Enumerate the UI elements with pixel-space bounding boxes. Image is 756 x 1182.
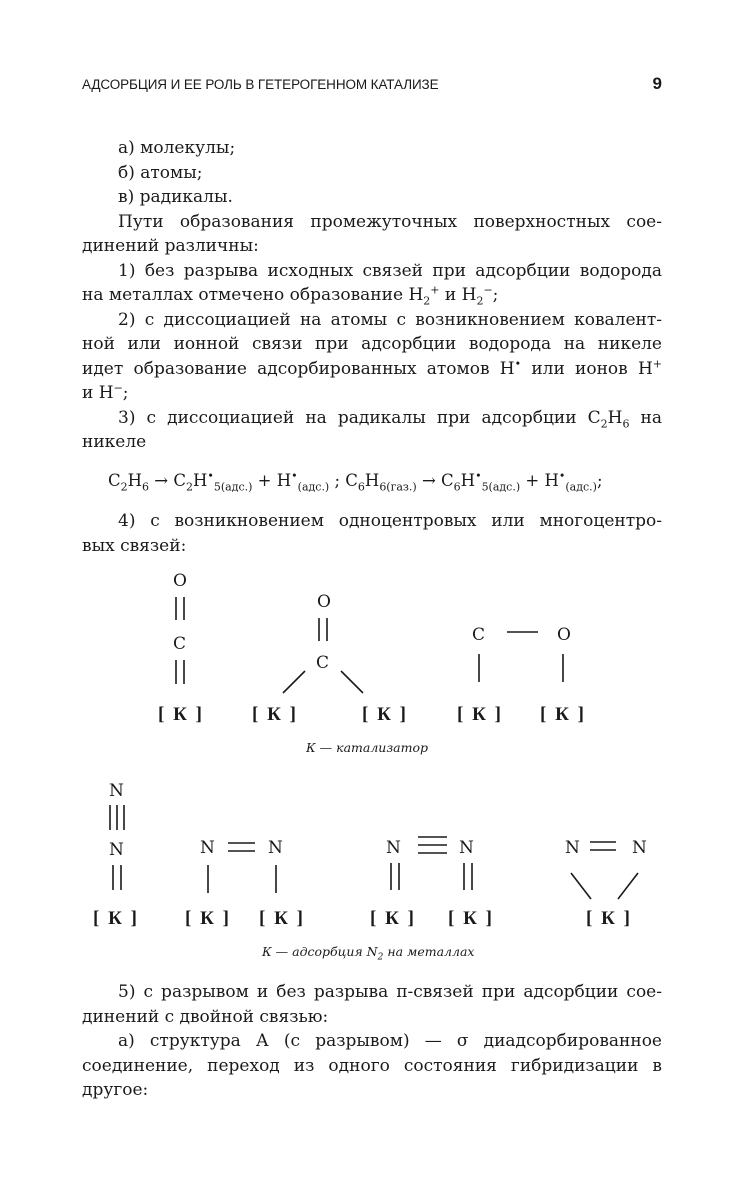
atom-N: N (565, 838, 580, 858)
item-a-line: соединение, переход из одного состояния гибридизации в (82, 1055, 662, 1076)
atom-N: N (459, 838, 474, 858)
item-a-line: другое: (82, 1080, 149, 1100)
paragraph-line: Пути образования промежуточных поверхностных сое- (118, 211, 662, 232)
formula-c2h6: $C_2H_6$ (587, 407, 630, 430)
atom-C: C (173, 634, 187, 654)
item2-line: и H−; (82, 381, 129, 403)
paragraph-line: динений различны: (82, 236, 259, 256)
formula-h2-minus: $H_2^-$ (461, 283, 493, 308)
catalyst-label: [ К ] (448, 908, 494, 929)
reaction-equation: $C_2H_6 \to C_2H^•_{5(адс.)} + H^•_{(адс.)}$ ; $C_6H_{6(газ.)} \to C_6H^•_{5(адс.)} + H^•_{(адс.)}$; (108, 469, 603, 494)
list-item-c: в) радикалы. (118, 187, 233, 207)
atom-N: N (268, 838, 283, 858)
catalyst-label: [ К ] (158, 704, 204, 725)
catalyst-label: [ К ] (457, 704, 503, 725)
running-title: АДСОРБЦИЯ И ЕЕ РОЛЬ В ГЕТЕРОГЕННОМ КАТАЛИЗЕ (82, 77, 439, 92)
atom-O: O (557, 625, 571, 645)
list-item-b: б) атомы; (118, 162, 203, 183)
item4-line: вых связей: (82, 535, 187, 556)
figure-caption-catalyst: К — катализатор (306, 740, 429, 755)
item2-line: 2) с диссоциацией на атомы с возникновением ковалент- (118, 309, 662, 330)
item3-line: 3) с диссоциацией на радикалы при адсорбции $C_2H_6$ на (118, 407, 662, 430)
formula-h2-plus: $H_2^+$ (408, 283, 440, 308)
formula-h-radical: H• (499, 356, 522, 379)
text-block-3 (82, 980, 662, 1103)
formula-h-plus: H+ (637, 356, 663, 379)
item2-line: ной или ионной связи при адсорбции водорода на никеле (82, 334, 662, 354)
catalyst-label: [ К ] (540, 704, 586, 725)
item5-line: 5) с разрывом и без разрыва π-связей при адсорбции сое- (118, 982, 662, 1002)
list-item-a: а) молекулы; (118, 138, 236, 158)
atom-N: N (632, 838, 647, 858)
catalyst-label: [ К ] (362, 704, 408, 725)
item4-line: 4) с возникновением одноцентровых или многоцентро- (118, 511, 662, 531)
item1-line: на металлах отмечено образование $H_2^+$ и $H_2^-$; (82, 283, 499, 308)
catalyst-label: [ К ] (259, 908, 305, 929)
atom-O: O (173, 571, 187, 591)
figure-caption-n2: К — адсорбция $N_2$ на металлах (262, 944, 475, 963)
item3-line: никеле (82, 432, 147, 452)
item-a-line: а) структура А (с разрывом) — σ диадсорбированное (118, 1031, 662, 1051)
catalyst-label: [ К ] (586, 908, 632, 929)
catalyst-label: [ К ] (252, 704, 298, 725)
atom-C: C (472, 625, 486, 645)
page-number: 9 (652, 74, 662, 93)
atom-N: N (109, 840, 124, 860)
atom-N: N (109, 781, 124, 801)
atom-O: O (317, 592, 331, 612)
atom-N: N (200, 838, 215, 858)
formula-h-minus: H− (98, 381, 123, 403)
atom-C: C (316, 653, 330, 673)
item5-line: динений с двойной связью: (82, 1006, 329, 1027)
catalyst-label: [ К ] (185, 908, 231, 929)
catalyst-label: [ К ] (93, 908, 139, 929)
atom-N: N (386, 838, 401, 858)
catalyst-label: [ К ] (370, 908, 416, 929)
item2-line: идет образование адсорбированных атомов H• или ионов H+ (82, 356, 663, 379)
item1-line: 1) без разрыва исходных связей при адсорбции водорода (118, 260, 662, 281)
